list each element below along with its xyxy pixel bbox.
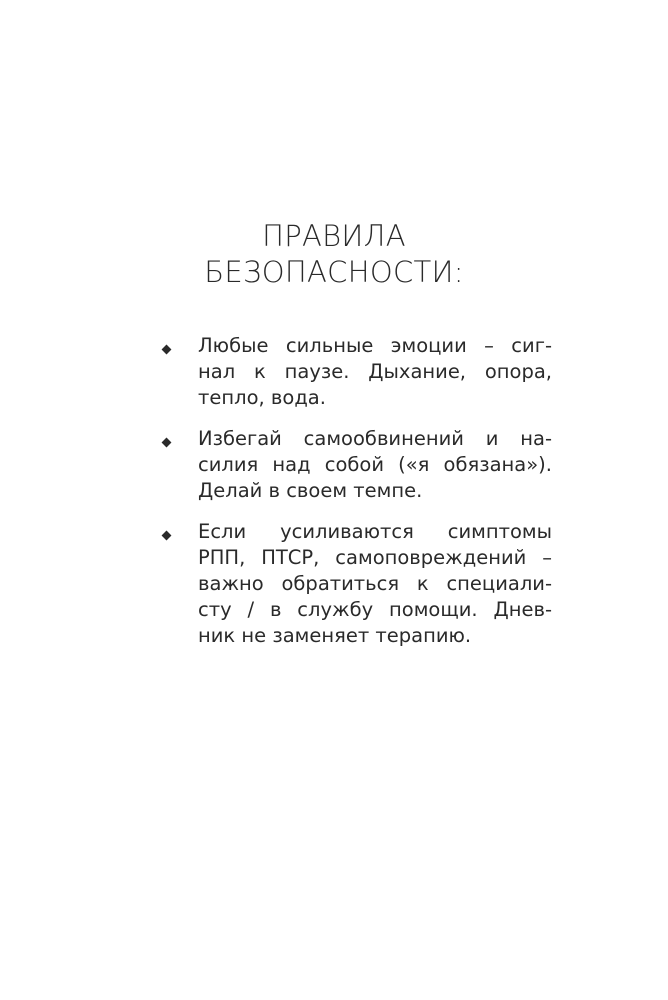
list-item [162,426,552,504]
list-item [162,519,552,649]
rule-line: силия над собой («я обязана»). [198,453,552,476]
rule-text [198,426,552,504]
rule-line: сту / в службу помощи. Днев- [198,598,552,621]
rule-line: тепло, вода. [198,386,326,409]
page-title-line-2: БЕЗОПАСНОСТИ: [204,255,464,289]
rule-line: ник не заменяет терапию. [198,624,472,647]
rule-text [198,333,552,411]
rule-line: Избегай самообвинений и на- [198,427,552,450]
page-title [0,218,668,290]
rule-line: Если усиливаются симптомы [198,520,552,543]
rule-line: Любые сильные эмоции – сиг- [198,334,552,357]
rule-line: РПП, ПТСР, самоповреждений – [198,546,552,569]
diamond-bullet-icon [162,345,172,355]
rule-text [198,519,552,649]
diamond-bullet-icon [162,438,172,448]
list-item [162,333,552,411]
rule-line: Делай в своем темпе. [198,479,423,502]
safety-rules-list [162,333,552,664]
rule-line: важно обратиться к специали- [198,572,552,595]
page-title-line-1: ПРАВИЛА [262,219,406,253]
diamond-bullet-icon [162,531,172,541]
rule-line: нал к паузе. Дыхание, опора, [198,360,552,383]
